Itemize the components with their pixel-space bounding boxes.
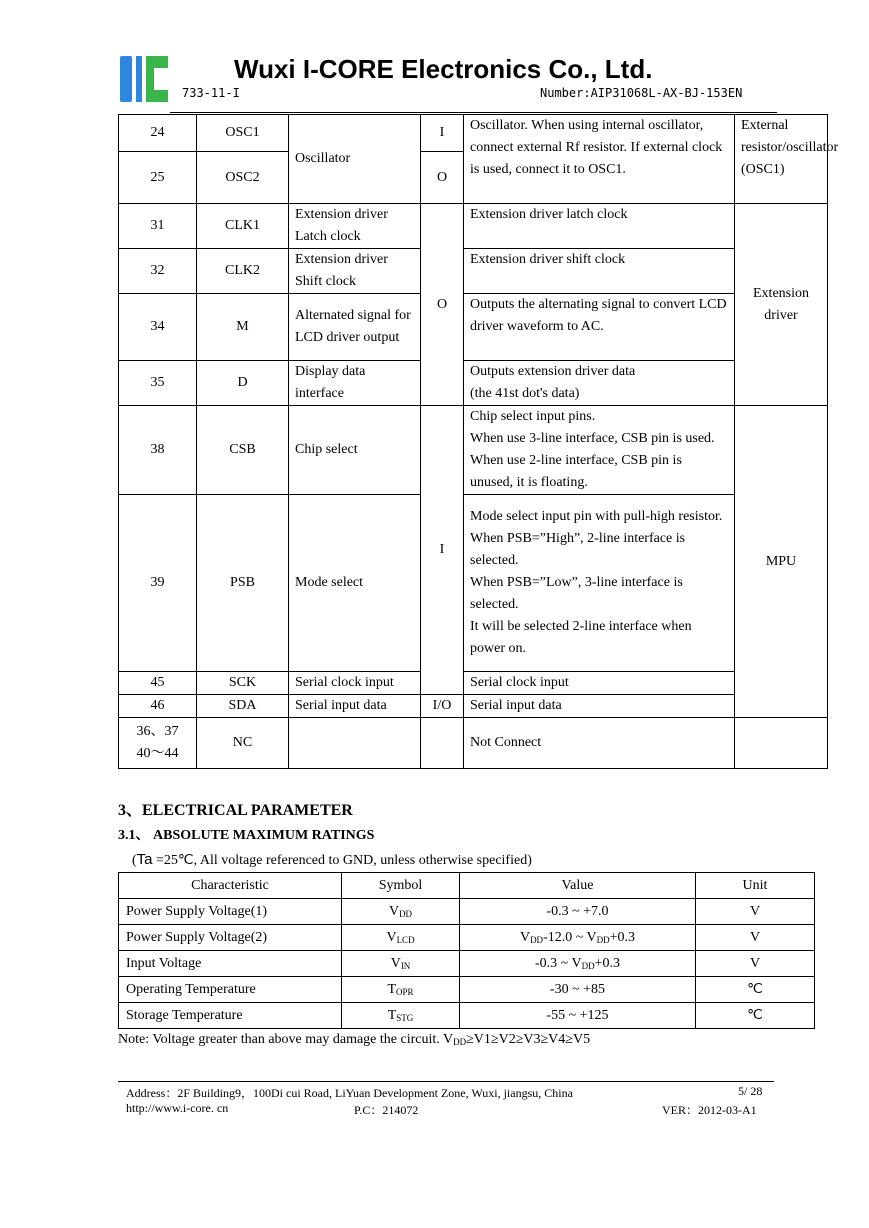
pin-group: MPU <box>735 406 828 718</box>
table-row <box>119 672 828 695</box>
symbol-cell <box>342 1003 460 1029</box>
pin-description: Serial input data <box>464 695 735 718</box>
pin-name: PSB <box>197 495 289 672</box>
unit-cell: V <box>696 925 815 951</box>
pin-number: 46 <box>119 695 197 718</box>
symbol-cell <box>342 899 460 925</box>
symbol-subscript: LCD <box>396 934 415 945</box>
value-part: -0.3 ~ V <box>535 955 582 971</box>
symbol-cell <box>342 925 460 951</box>
pin-io: I/O <box>421 695 464 718</box>
symbol-main: T <box>387 981 397 997</box>
pin-io <box>421 718 464 769</box>
document-number: Number:AIP31068L-AX-BJ-153EN <box>540 86 743 100</box>
value-cell <box>460 925 696 951</box>
pin-number: 35 <box>119 361 197 406</box>
pin-function <box>289 718 421 769</box>
value-subscript: DD <box>596 934 610 945</box>
pin-name: M <box>197 294 289 361</box>
description-line: It will be selected 2-line interface when power on. <box>470 619 692 656</box>
pin-number: 31 <box>119 204 197 249</box>
unit-cell: V <box>696 951 815 977</box>
characteristic-cell: Power Supply Voltage(2) <box>119 925 342 951</box>
pin-description-table <box>118 114 839 769</box>
note-suffix: ≥V1≥V2≥V3≥V4≥V5 <box>466 1032 591 1047</box>
value-cell: -30 ~ +85 <box>460 977 696 1003</box>
footer-address: Address：2F Building9，100Di cui Road, LiYuan Development Zone, Wuxi, jiangsu, China <box>126 1086 573 1100</box>
column-header: Characteristic <box>119 873 342 899</box>
pin-name: SCK <box>197 672 289 695</box>
pin-group: External resistor/oscillator (OSC1) <box>735 115 828 204</box>
pin-function: Serial clock input <box>289 672 421 695</box>
note-prefix: Note: Voltage greater than above may damage the circuit. V <box>118 1032 454 1047</box>
table-row <box>119 406 828 495</box>
pin-function: Alternated signal for LCD driver output <box>289 294 421 361</box>
pin-function: Serial input data <box>289 695 421 718</box>
table-row <box>119 294 828 361</box>
document-code: 733-11-I <box>182 86 240 100</box>
pin-number: 45 <box>119 672 197 695</box>
table-row <box>119 249 828 294</box>
table-row <box>119 695 828 718</box>
header-rule <box>170 112 777 113</box>
page-number: 5/ 28 <box>738 1084 763 1098</box>
table-row <box>119 951 815 977</box>
pin-group <box>735 718 828 769</box>
pin-function: Display data interface <box>289 361 421 406</box>
pin-number: 38 <box>119 406 197 495</box>
pin-io: O <box>421 152 464 204</box>
pin-description: Oscillator. When using internal oscillator, connect external Rf resistor. If external clock is used, connect it to OSC1. <box>464 115 735 204</box>
pin-number: 24 <box>119 115 197 152</box>
value-part: +0.3 <box>609 929 636 945</box>
column-header: Value <box>460 873 696 899</box>
pin-description: Extension driver shift clock <box>464 249 735 294</box>
pin-function: Mode select <box>289 495 421 672</box>
symbol-subscript: IN <box>400 960 411 971</box>
subsection-heading: 3.1、 ABSOLUTE MAXIMUM RATINGS <box>118 828 375 843</box>
pin-description: Serial clock input <box>464 672 735 695</box>
unit-cell: ℃ <box>696 977 815 1003</box>
footer-website: http://www.i-core. cn <box>126 1101 229 1115</box>
footer-postcode: P.C：214072 <box>354 1103 419 1117</box>
symbol-main: V <box>388 903 400 919</box>
pin-name: CLK2 <box>197 249 289 294</box>
pin-number: 32 <box>119 249 197 294</box>
value-cell <box>460 951 696 977</box>
pin-function: Oscillator <box>289 115 421 204</box>
value-subscript: DD <box>581 960 595 971</box>
value-part: -12.0 ~ V <box>543 929 597 945</box>
pin-description: Extension driver latch clock <box>464 204 735 249</box>
pin-name: OSC2 <box>197 152 289 204</box>
pin-name: NC <box>197 718 289 769</box>
pin-number: 25 <box>119 152 197 204</box>
description-line: When PSB=”Low”, 3-line interface is selected. <box>470 575 683 612</box>
unit-cell: V <box>696 899 815 925</box>
symbol-cell <box>342 977 460 1003</box>
section-heading: 3、ELECTRICAL PARAMETER <box>118 802 353 819</box>
characteristic-cell: Operating Temperature <box>119 977 342 1003</box>
symbol-main: V <box>386 929 397 945</box>
description-line: (the 41st dot's data) <box>470 386 580 401</box>
table-row <box>119 361 828 406</box>
company-logo <box>120 54 170 104</box>
pin-description <box>464 495 735 672</box>
symbol-subscript: OPR <box>396 986 414 997</box>
description-line: Mode select input pin with pull-high resistor. <box>470 509 723 524</box>
footer-version: VER：2012-03-A1 <box>662 1103 757 1117</box>
table-row <box>119 925 815 951</box>
symbol-subscript: STG <box>396 1012 414 1023</box>
value-cell: -55 ~ +125 <box>460 1003 696 1029</box>
value-cell: -0.3 ~ +7.0 <box>460 899 696 925</box>
pin-io: I <box>421 406 464 695</box>
characteristic-cell: Power Supply Voltage(1) <box>119 899 342 925</box>
conditions-rest: =25℃, All voltage referenced to GND, unless otherwise specified) <box>152 853 532 868</box>
table-header-row <box>119 873 815 899</box>
note-subscript: DD <box>453 1037 467 1047</box>
value-part: +0.3 <box>594 955 620 971</box>
description-line: Chip select input pins. <box>470 409 596 424</box>
table-row <box>119 115 828 152</box>
conditions-open: ( <box>132 853 137 868</box>
table-row <box>119 1003 815 1029</box>
characteristic-cell: Storage Temperature <box>119 1003 342 1029</box>
description-line: When use 3-line interface, CSB pin is used. When use 2-line interface, CSB pin is unused, it is floating. <box>470 431 715 490</box>
pin-io: I <box>421 115 464 152</box>
pin-number-line: 40～44 <box>136 746 179 761</box>
unit-cell: ℃ <box>696 1003 815 1029</box>
company-name: Wuxi I-CORE Electronics Co., Ltd. <box>234 54 653 84</box>
pin-name: CLK1 <box>197 204 289 249</box>
pin-name: CSB <box>197 406 289 495</box>
table-row <box>119 977 815 1003</box>
symbol-main: V <box>390 955 401 971</box>
pin-function: Extension driver Latch clock <box>289 204 421 249</box>
value-part: V <box>519 929 531 945</box>
description-line: When PSB=”High”, 2-line interface is selected. <box>470 531 686 568</box>
description-line: Outputs extension driver data <box>470 364 636 379</box>
pin-name: SDA <box>197 695 289 718</box>
pin-description <box>464 406 735 495</box>
table-row <box>119 495 828 672</box>
pin-number <box>119 718 197 769</box>
pin-function: Chip select <box>289 406 421 495</box>
pin-number: 34 <box>119 294 197 361</box>
table-row <box>119 899 815 925</box>
absolute-maximum-ratings-table <box>118 872 815 1029</box>
pin-group: Extension driver <box>735 204 828 406</box>
table-row <box>119 718 828 769</box>
symbol-subscript: DD <box>399 908 413 919</box>
symbol-cell <box>342 951 460 977</box>
symbol-main: T <box>387 1007 397 1023</box>
pin-number: 39 <box>119 495 197 672</box>
note-text <box>118 1032 590 1048</box>
pin-name: OSC1 <box>197 115 289 152</box>
pin-number-line: 36、37 <box>136 724 179 739</box>
value-subscript: DD <box>530 934 544 945</box>
conditions-text <box>132 851 532 869</box>
pin-io: O <box>421 204 464 406</box>
footer-rule <box>118 1081 774 1082</box>
pin-description <box>464 361 735 406</box>
conditions-ta: Ta <box>136 851 153 868</box>
characteristic-cell: Input Voltage <box>119 951 342 977</box>
pin-description: Not Connect <box>464 718 735 769</box>
pin-function: Extension driver Shift clock <box>289 249 421 294</box>
table-row <box>119 204 828 249</box>
column-header: Unit <box>696 873 815 899</box>
pin-name: D <box>197 361 289 406</box>
column-header: Symbol <box>342 873 460 899</box>
pin-description: Outputs the alternating signal to convert LCD driver waveform to AC. <box>464 294 735 361</box>
